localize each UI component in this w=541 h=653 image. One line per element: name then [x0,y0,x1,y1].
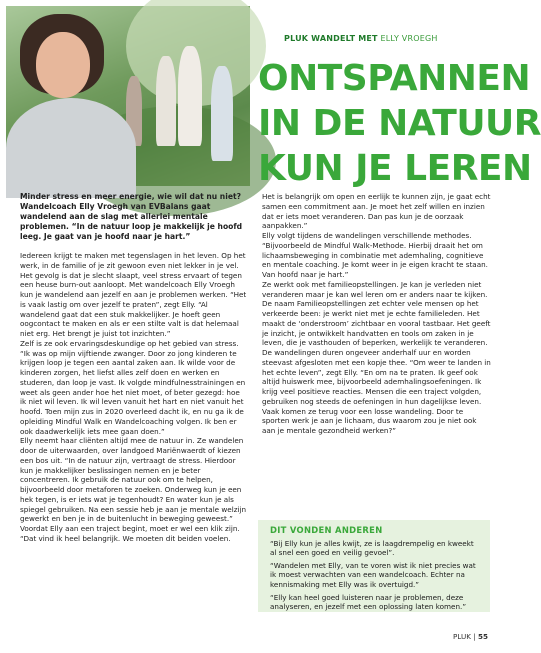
body-paragraph: Iedereen krijgt te maken met tegenslagen in het leven. Op het werk, in de familie of je zit gewoon even niet lekker in je vel. Het gevolg is dat je slecht slaapt, veel stress ervaart of tegen een heuse burn-out aanloopt. Met wandelcoach Elly Vroegh kun je wandelend aan jezelf en aan je problemen werken. “Het is vaak lastig om over jezelf te praten”, zegt Elly. “Al wandelend gaat dat een stuk makkelijker. Je hoeft geen oogcontact te maken en als er een stilte valt is dat helemaal niet erg. Het brengt je juist tot inzichten.” [20,251,247,338]
page-number: 55 [477,632,488,641]
testimonial-quote: “Bij Elly kun je alles kwijt, ze is laagdrempelig en kweekt al snel een goed en veilig gevoel”. [270,538,474,558]
body-paragraph: De wandelingen duren ongeveer anderhalf uur en worden steevast afgesloten met een kopje thee. “Om weer te landen in het echte leven”, zegt Elly. “En om na te praten. Ik geef ook altijd huiswerk mee, bijvoorbeeld ademhalingsoefeningen. Ik krijg veel positieve reacties. Mensen die een traject volgden, gebruiken nog steeds de oefeningen in hun dagelijkse leven. Vaak komen ze terug voor een losse wandeling. Door te sporten werk je aan je lichaam, dus waarom zou je niet ook aan je mentale gezondheid werken?” [262,348,491,435]
testimonials-box [258,520,490,612]
left-column [20,192,248,544]
testimonial-quote: “Wandelen met Elly, van te voren wist ik niet precies wat ik moest verwachten van een wandelcoach. Echter na kennismaking met Elly was ik overtuigd.” [270,560,476,589]
body-paragraph: Het is belangrijk om open en eerlijk te kunnen zijn, je gaat echt samen een commitment aan. Je moet het zelf willen en inzien dat er iets moet veranderen. Dan pas kun je de oorzaak aanpakken.” [262,192,491,231]
article-intro: Minder stress en meer energie, wie wil dat nu niet? Wandelcoach Elly Vroegh van EVBalans gaat wandelend aan de slag met allerlei mentale problemen. “In de natuur loop je makkelijk je hoofd leeg. Je gaat van je hoofd naar je hart.” [20,192,243,241]
body-paragraph: Elly neemt haar cliënten altijd mee de natuur in. Ze wandelen door de uiterwaarden, over landgoed Mariënwaerdt of kiezen een bos uit. “In de natuur zijn, vertraagt de stress. Hierdoor kun je makkelijker beslissingen nemen en je beter concentreren. Ik gebruik de natuur ook om te helpen, bijvoorbeeld door metaforen te zoeken. Onderweg kun je een hek tegen, is er iets wat je tegenhoudt? En water kun je als spiegel gebruiken. Na een sessie heb je aan je mentale welzijn gewerkt en ben je in de buitenlucht in beweging geweest.” [20,436,247,524]
headline-line-1: ONTSPANNEN [258,58,531,99]
kicker-author: ELLY VROEGH [380,34,438,43]
footer-magazine: PLUK [453,632,471,641]
testimonials-title: DIT VONDEN ANDEREN [270,525,383,535]
portrait-photo [6,6,250,186]
article-headline [258,56,541,191]
body-paragraph: Ze werkt ook met familieopstellingen. Je kan je verleden niet veranderen maar je kan wel leren om er anders naar te kijken. De naam Familieopstellingen zet echter vele mensen op het verkeerde been: je werkt niet met je echte familieleden. Het maakt de ‘onderstroom’ zichtbaar en vooral tastbaar. Het geeft je inzicht, je ontwikkelt handvatten en tools om zaken in je leven, die je vasthouden of beperken, werkelijk te veranderen. [262,279,491,348]
testimonial-quote: “Elly kan heel goed luisteren naar je problemen, deze analyseren, en jezelf met een oplossing laten komen.” [270,592,467,612]
article-kicker [284,34,438,43]
page-footer [453,632,488,641]
footer-separator: | [473,632,476,641]
headline-line-2: IN DE NATUUR [258,103,541,144]
body-paragraph: Voordat Elly aan een traject begint, moet er wel een klik zijn. “Dat vind ik heel belangrijk. We moeten dit beiden voelen. [20,524,240,543]
headline-line-3: KUN JE LEREN [258,148,532,189]
right-column [262,192,492,436]
body-paragraph: Zelf is ze ook ervaringsdeskundige op het gebied van stress. “Ik was op mijn vijftiende zwanger. Door zo jong kinderen te krijgen loop je tegen een aantal zaken aan. Ik wilde voor de kinderen zorgen, het liefst alles zelf doen en werken en studeren, dan loop je vast. Ik volgde mindfulnesstrainingen en weet als geen ander hoe het niet moet, of beter gezegd: hoe ik niet wil leven. Ik wil leven vanuit het hart en niet vanuit het hoofd. Toen mijn zus in 2020 overleed dacht ik, en nu ga ik de opleiding Mindful Walk en Wandelcoaching volgen. Ik ben er ook daadwerkelijk iets mee gaan doen.” [20,338,246,436]
body-paragraph: Elly volgt tijdens de wandelingen verschillende methodes. “Bijvoorbeeld de Mindful Walk-Methode. Hierbij draait het om lichaamsbeweging in combinatie met ademhaling, cognitieve en mentale coaching. Je komt weer in je eigen kracht te staan. Van hoofd naar je hart.” [262,231,488,279]
kicker-series: PLUK WANDELT MET [284,34,378,43]
